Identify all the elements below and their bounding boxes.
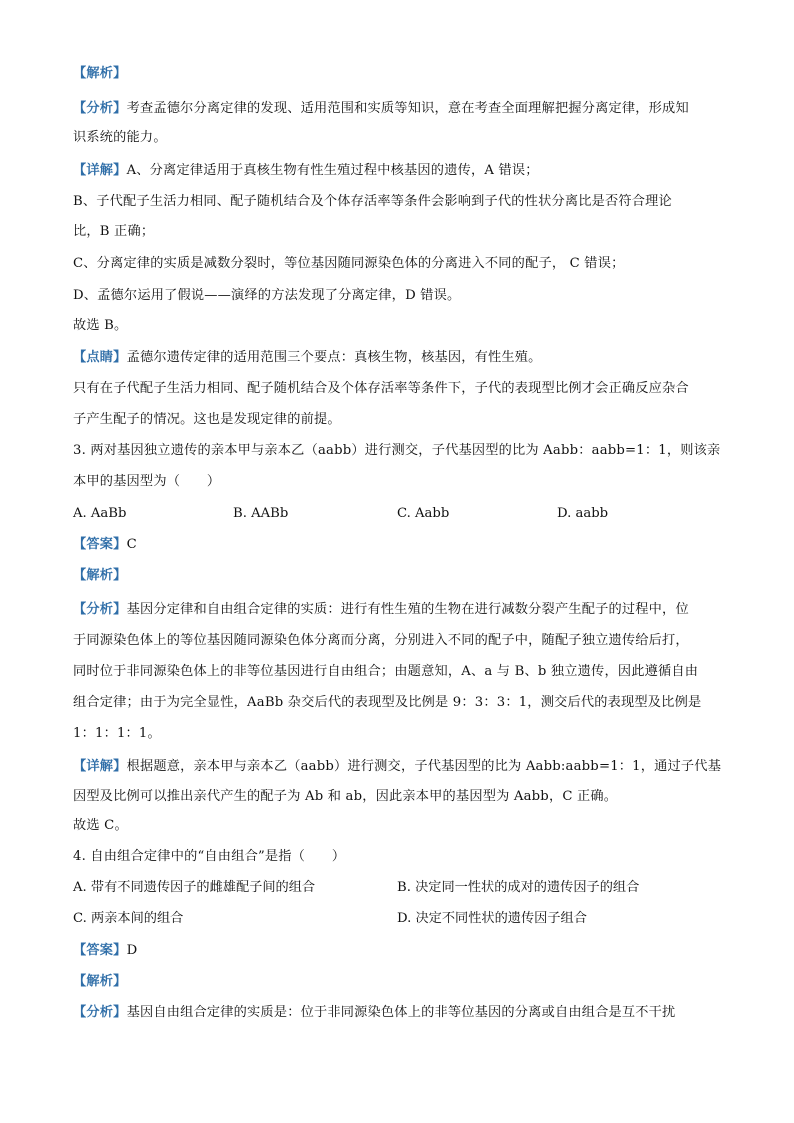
fenxi-tag: 【分析】 [73, 101, 127, 116]
question-3-stem-cont [73, 472, 220, 492]
jiexi-heading-3 [73, 972, 127, 992]
question-text: 4. 自由组合定律中的“自由组合”是指（ ） [73, 849, 346, 864]
question-3-stem [73, 441, 720, 461]
answer-tag: 【答案】 [73, 537, 127, 552]
question-4-stem [73, 847, 345, 867]
fenxi-tag: 【分析】 [73, 602, 127, 617]
fenxi-text: 1：1：1：1。 [73, 726, 161, 741]
answer-value: C [126, 537, 137, 552]
q3-answer [73, 535, 137, 555]
fenxi-paragraph-2-cont3 [73, 693, 701, 713]
fenxi-text: 考查孟德尔分离定律的发现、适用范围和实质等知识，意在考查全面理解把握分离定律，形成知 [126, 101, 689, 116]
jiexi-tag: 【解析】 [73, 974, 127, 989]
answer-value: D [126, 943, 138, 958]
conclusion-text: 故选 C。 [73, 818, 128, 833]
fenxi-paragraph-1-cont [73, 128, 167, 148]
fenxi-paragraph-3 [73, 1003, 675, 1023]
xiangjie-tag: 【详解】 [73, 163, 127, 178]
fenxi-paragraph-1 [73, 99, 689, 119]
q4-option-a: A. 带有不同遗传因子的雌雄配子间的组合 [73, 880, 316, 895]
jiexi-tag: 【解析】 [73, 66, 127, 81]
option-b-explanation-cont [73, 222, 154, 242]
fenxi-paragraph-2-cont4 [73, 724, 161, 744]
xiangjie-tag: 【详解】 [73, 759, 127, 774]
fenxi-paragraph-2-cont2 [73, 662, 698, 682]
fenxi-paragraph-2-cont [73, 631, 689, 651]
q4-option-d: D. 决定不同性状的遗传因子组合 [397, 911, 587, 926]
q4-option-b: B. 决定同一性状的成对的遗传因子的组合 [397, 880, 640, 895]
answer-tag: 【答案】 [73, 943, 127, 958]
explanation-text: D、孟德尔运用了假说——演绎的方法发现了分离定律，D 错误。 [73, 288, 461, 303]
conclusion-1 [73, 316, 127, 336]
xiangjie-paragraph-1 [73, 161, 539, 181]
q3-option-b: B. AABb [233, 506, 289, 521]
fenxi-text: 同时位于非同源染色体上的非等位基因进行自由组合；由题意知，A、a 与 B、b 独立遗传，因此遵循自由 [73, 664, 699, 679]
question-text: 3. 两对基因独立遗传的亲本甲与亲本乙（aabb）进行测交，子代基因型的比为 Aabb：aabb=1：1，则该亲 [73, 443, 721, 458]
dianjing-text: 孟德尔遗传定律的适用范围三个要点：真核生物，核基因，有性生殖。 [126, 350, 542, 365]
jiexi-heading-2 [73, 566, 127, 586]
dianjing-paragraph-cont [73, 379, 689, 399]
dianjing-tag: 【点睛】 [73, 350, 127, 365]
explanation-text: C、分离定律的实质是减数分裂时，等位基因随同源染色体的分离进入不同的配子， C 错误； [73, 256, 625, 271]
explanation-text: B、子代配子生活力相同、配子随机结合及个体存活率等条件会影响到子代的性状分离比是否符合理论 [73, 194, 672, 209]
fenxi-paragraph-2 [73, 600, 689, 620]
conclusion-text: 故选 B。 [73, 318, 128, 333]
q3-option-c: C. Aabb [397, 506, 450, 521]
jiexi-tag: 【解析】 [73, 568, 127, 583]
xiangjie-paragraph-2 [73, 757, 721, 777]
fenxi-text: 基因自由组合定律的实质是：位于非同源染色体上的非等位基因的分离或自由组合是互不干扰 [126, 1005, 676, 1020]
q4-answer [73, 941, 137, 961]
fenxi-text: 于同源染色体上的等位基因随同源染色体分离而分离，分别进入不同的配子中，随配子独立遗传给后打， [73, 633, 689, 648]
q3-option-d: D. aabb [557, 506, 609, 521]
option-d-explanation [73, 286, 460, 306]
q3-option-a: A. AaBb [73, 506, 127, 521]
fenxi-text: 组合定律；由于为完全显性，AaBb 杂交后代的表现型及比例是 9：3：3：1，测交后代的表现型及比例是 [73, 695, 702, 710]
explanation-text: 比，B 正确； [73, 224, 155, 239]
xiangjie-text: A、分离定律适用于真核生物有性生殖过程中核基因的遗传，A 错误； [126, 163, 539, 178]
dianjing-paragraph [73, 348, 542, 368]
question-text: 本甲的基因型为（ ） [73, 474, 221, 489]
jiexi-heading-1 [73, 64, 127, 84]
xiangjie-text: 因型及比例可以推出亲代产生的配子为 Ab 和 ab，因此亲本甲的基因型为 Aabb，C 正确。 [73, 789, 618, 804]
conclusion-2 [73, 816, 128, 836]
fenxi-tag: 【分析】 [73, 1005, 127, 1020]
xiangjie-paragraph-2-cont [73, 787, 617, 807]
option-c-explanation [73, 254, 624, 274]
q4-option-c: C. 两亲本间的组合 [73, 911, 184, 926]
fenxi-text: 识系统的能力。 [73, 130, 167, 145]
option-b-explanation [73, 192, 672, 212]
fenxi-text: 基因分定律和自由组合定律的实质：进行有性生殖的生物在进行减数分裂产生配子的过程中，位 [126, 602, 689, 617]
dianjing-text: 只有在子代配子生活力相同、配子随机结合及个体存活率等条件下，子代的表现型比例才会正确反应杂合 [73, 381, 689, 396]
dianjing-text: 子产生配子的情况。这也是发现定律的前提。 [73, 412, 341, 427]
dianjing-paragraph-cont2 [73, 410, 341, 430]
xiangjie-text: 根据题意，亲本甲与亲本乙（aabb）进行测交，子代基因型的比为 Aabb:aabb=1：1，通过子代基 [126, 759, 722, 774]
